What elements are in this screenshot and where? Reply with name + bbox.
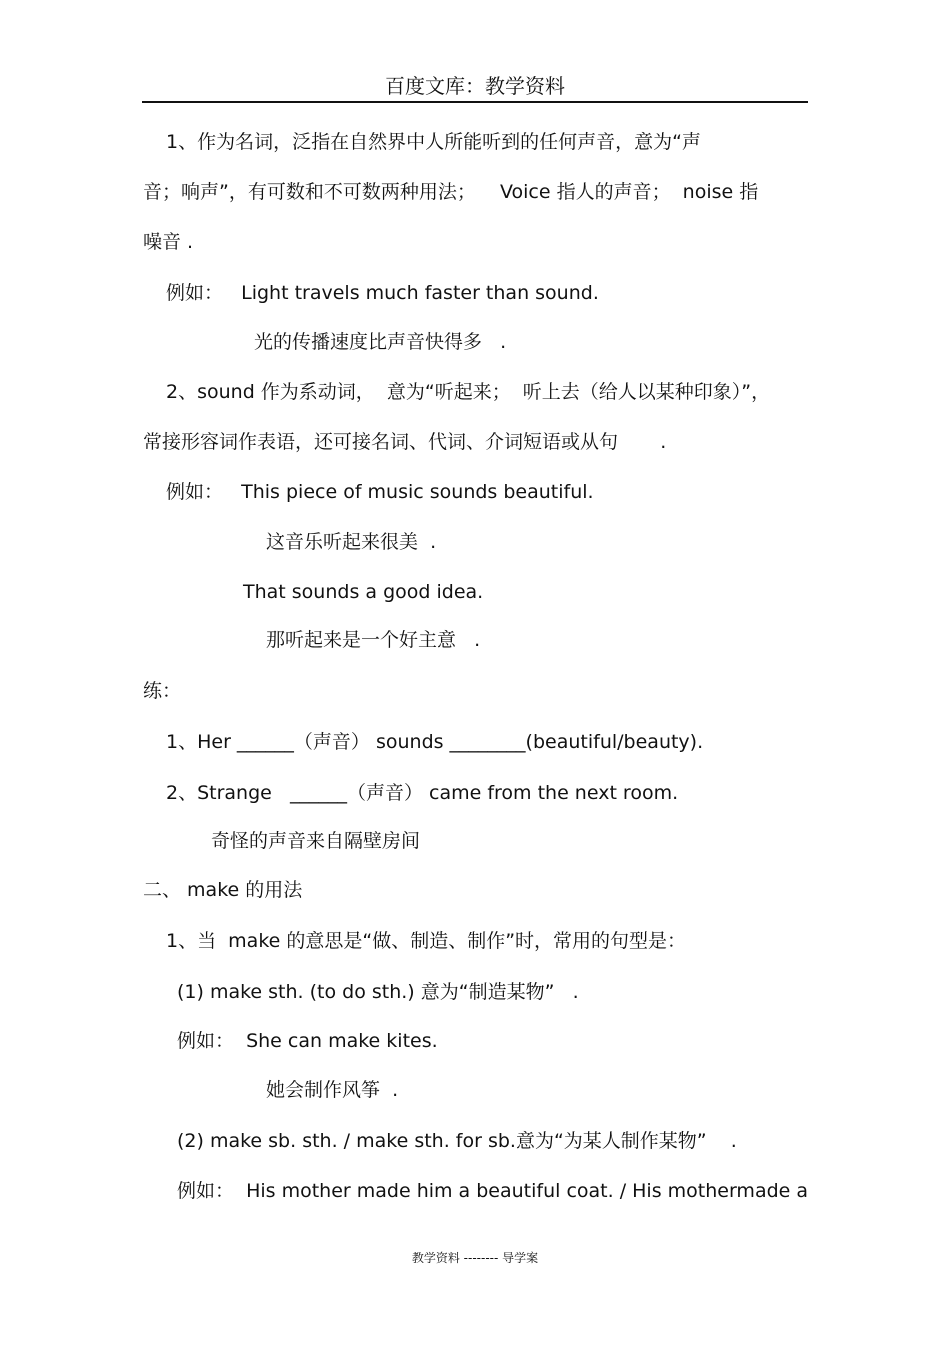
text-line: 常接形容词作表语，还可接名词、代词、介词短语或从句 . xyxy=(143,431,667,453)
translation-line: 那听起来是一个好主意 . xyxy=(266,629,481,651)
text-line: 2、sound 作为系动词， 意为“听起来； 听上去（给人以某种印象）”， xyxy=(166,381,771,403)
exercise-item: 1、Her ______（声音） sounds ________(beautiful/beauty). xyxy=(166,731,704,753)
text-line: 噪音 . xyxy=(143,231,194,253)
example-line: 例如： His mother made him a beautiful coat. / His mothermade a xyxy=(177,1180,809,1202)
header-divider xyxy=(142,101,808,103)
text-line: 1、当 make 的意思是“做、制造、制作”时，常用的句型是： xyxy=(166,930,687,952)
example-line: 例如： Light travels much faster than sound. xyxy=(166,282,599,304)
section-heading: 二、 make 的用法 xyxy=(143,879,303,901)
translation-line: 这音乐听起来很美 . xyxy=(266,531,437,553)
translation-line: 光的传播速度比声音快得多 . xyxy=(254,331,507,353)
example-line: That sounds a good idea. xyxy=(243,581,484,603)
pattern-line: (2) make sb. sth. / make sth. for sb.意为“为某人制作某物” . xyxy=(177,1130,737,1152)
translation-line: 奇怪的声音来自隔壁房间 xyxy=(211,830,421,852)
page-footer: 教学资料 -------- 导学案 xyxy=(411,1251,539,1265)
example-line: 例如： She can make kites. xyxy=(177,1030,438,1052)
exercise-item: 2、Strange ______（声音） came from the next room. xyxy=(166,782,679,804)
example-line: 例如： This piece of music sounds beautiful. xyxy=(166,481,594,503)
pattern-line: (1) make sth. (to do sth.) 意为“制造某物” . xyxy=(177,981,579,1003)
text-line: 音；响声”，有可数和不可数两种用法； Voice 指人的声音； noise 指 xyxy=(143,181,759,203)
exercise-heading: 练： xyxy=(143,680,182,702)
text-line: 1、作为名词，泛指在自然界中人所能听到的任何声音，意为“声 xyxy=(166,131,701,153)
translation-line: 她会制作风筝 . xyxy=(266,1079,399,1101)
page-header-title: 百度文库：教学资料 xyxy=(385,74,565,98)
